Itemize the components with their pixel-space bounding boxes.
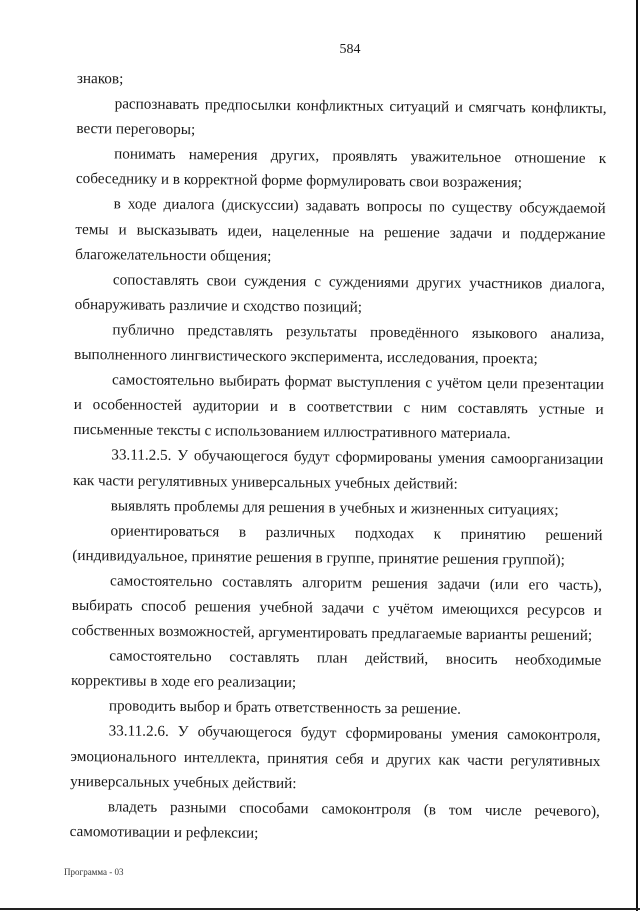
paragraph: распознавать предпосылки конфликтных ситуаций и смягчать конфликты, вести переговоры; [76,95,607,139]
section-paragraph: 33.11.2.5. У обучающегося будут сформированы умения самоорганизации как части регулятивных универсальных учебных действий: [72,446,604,493]
footer-label: Программа - 03 [64,867,124,877]
paragraph: публично представлять результаты проведённого языкового анализа, выполненного лингвистического эксперимента, исследования, проекта; [74,321,605,368]
paragraph: владеть разными способами самоконтроля (в том числе речевого), самомотивации и рефлексии; [69,798,600,842]
paragraph: самостоятельно составлять план действий, вносить необходимые коррективы в ходе его реализации; [71,647,602,692]
paragraph: понимать намерения других, проявлять уважительное отношение к собеседнику и в корректной форме формулировать свои возражения; [75,145,607,192]
section-paragraph: 33.11.2.6. У обучающегося будут сформированы умения самоконтроля, эмоционального интеллекта, принятия себя и других как части регулятивных универсальных учебных действий: [70,722,601,792]
paragraph: знаков; [76,69,124,88]
paragraph: проводить выбор и брать ответственность за решение. [108,697,462,719]
scan-edge-right [636,0,638,911]
scan-edge-bottom [0,908,640,910]
paragraph: самостоятельно составлять алгоритм решения задачи (или его часть), выбирать способ решения учебной задачи с учётом имеющихся ресурсов и собственных возможностей, аргументировать предлагаемые варианты решений; [71,572,603,645]
paragraph: выявлять проблемы для решения в учебных и жизненных ситуациях; [110,496,559,519]
paragraph: в ходе диалога (дискуссии) задавать вопросы по существу обсуждаемой темы и высказывать идеи, нацеленные на решение задачи и поддержание благожелательности общения; [75,195,606,265]
document-body [70,66,607,849]
paragraph: самостоятельно выбирать формат выступления с учётом цели презентации и особенностей аудитории и в соответствии с ним составлять устные и письменные тексты с использованием иллюстративного материала. [73,371,605,443]
paragraph: ориентироваться в различных подходах к принятию решений (индивидуальное, принятие решения в группе, принятие решения группой); [72,522,603,569]
paragraph: сопоставлять свои суждения с суждениями других участников диалога, обнаруживать различие и сходство позиций; [74,271,606,316]
page-number: 584 [339,42,361,57]
